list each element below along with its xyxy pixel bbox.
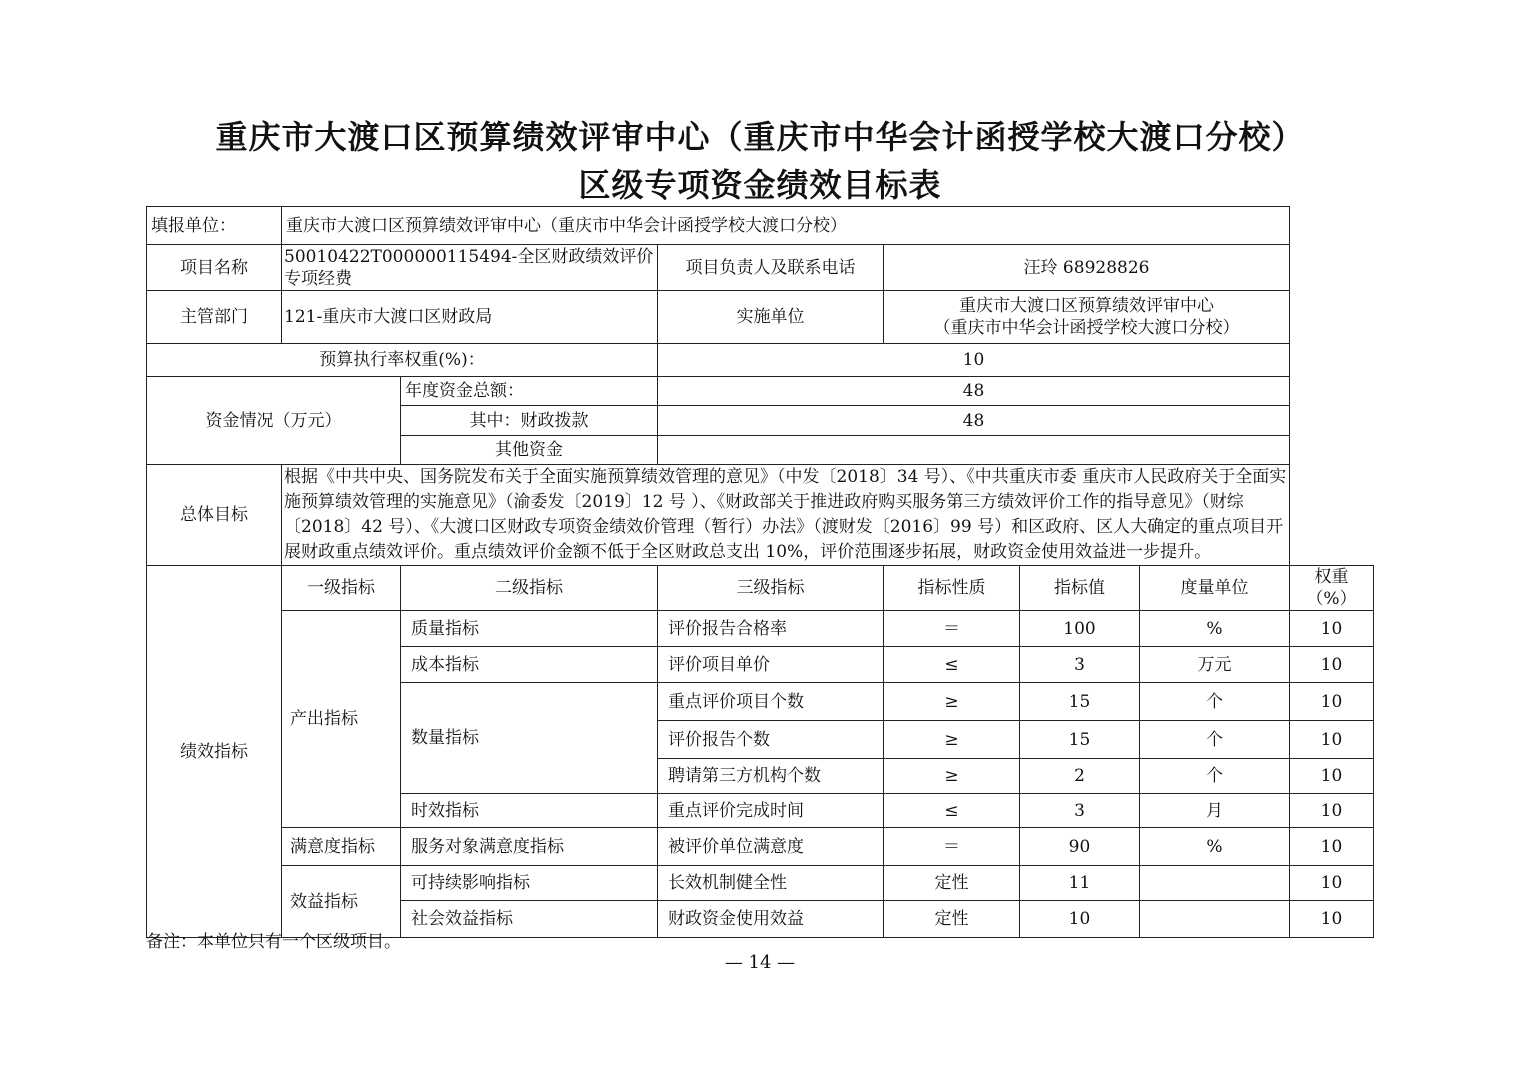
nature-cell: ≤ [884,647,1020,683]
table-row [147,866,1374,901]
contact-label: 项目负责人及联系电话 [658,245,884,291]
nature-cell: ≥ [884,683,1020,721]
page-number: — 14 — [724,952,796,973]
impl-label: 实施单位 [658,291,884,344]
level3-cell: 评价报告合格率 [658,611,884,647]
unit-cell [1140,901,1290,938]
weight-cell: 10 [1290,683,1374,721]
col-header-level1: 一级指标 [282,566,401,611]
funds-label: 资金情况（万元） [147,377,401,465]
project-name-value: 50010422T000000115494-全区财政绩效评价专项经费 [282,245,658,291]
footnote: 备注：本单位只有一个区级项目。 [146,932,401,952]
col-header-unit: 度量单位 [1140,566,1290,611]
nature-cell: ≤ [884,794,1020,828]
level1-benefit: 效益指标 [282,866,401,938]
unit-cell: 个 [1140,721,1290,759]
value-cell: 11 [1020,866,1140,901]
level2-service: 服务对象满意度指标 [401,828,658,866]
funds-total-value: 48 [658,377,1290,406]
unit-cell: % [1140,611,1290,647]
unit-cell: 个 [1140,683,1290,721]
value-cell: 15 [1020,683,1140,721]
funds-fiscal-label: 其中：财政拨款 [401,406,658,436]
level3-cell: 评价项目单价 [658,647,884,683]
weight-cell: 10 [1290,794,1374,828]
unit-value: 重庆市大渡口区预算绩效评审中心（重庆市中华会计函授学校大渡口分校） [282,207,1290,245]
document-title: 重庆市大渡口区预算绩效评审中心（重庆市中华会计函授学校大渡口分校） [215,118,1305,156]
table-row [147,611,1374,647]
value-cell: 2 [1020,759,1140,794]
dept-value: 121-重庆市大渡口区财政局 [282,291,658,344]
nature-cell: 定性 [884,866,1020,901]
level3-cell: 聘请第三方机构个数 [658,759,884,794]
budget-rate-value: 10 [658,344,1290,377]
weight-cell: 10 [1290,611,1374,647]
funds-fiscal-value: 48 [658,406,1290,436]
level2-quality: 质量指标 [401,611,658,647]
weight-cell: 10 [1290,721,1374,759]
col-header-weight: 权重（%） [1290,566,1374,611]
unit-label: 填报单位： [147,207,282,245]
funds-total-label: 年度资金总额： [401,377,658,406]
level3-cell: 重点评价项目个数 [658,683,884,721]
level2-timeliness: 时效指标 [401,794,658,828]
nature-cell: ＝ [884,828,1020,866]
level3-cell: 重点评价完成时间 [658,794,884,828]
budget-rate-label: 预算执行率权重(%)： [147,344,658,377]
nature-cell: 定性 [884,901,1020,938]
level3-cell: 长效机制健全性 [658,866,884,901]
weight-cell: 10 [1290,647,1374,683]
unit-cell: 个 [1140,759,1290,794]
unit-cell: 月 [1140,794,1290,828]
col-header-level2: 二级指标 [401,566,658,611]
value-cell: 100 [1020,611,1140,647]
value-cell: 10 [1020,901,1140,938]
col-header-value: 指标值 [1020,566,1140,611]
contact-value: 汪玲 68928826 [884,245,1290,291]
goal-label: 总体目标 [147,465,282,566]
level2-quantity: 数量指标 [401,683,658,794]
level3-cell: 评价报告个数 [658,721,884,759]
dept-label: 主管部门 [147,291,282,344]
level2-cost: 成本指标 [401,647,658,683]
nature-cell: ≥ [884,759,1020,794]
weight-cell: 10 [1290,828,1374,866]
impl-value-line1: 重庆市大渡口区预算绩效评审中心 [959,296,1214,316]
unit-cell [1140,866,1290,901]
unit-cell: 万元 [1140,647,1290,683]
funds-other-label: 其他资金 [401,436,658,465]
weight-cell: 10 [1290,901,1374,938]
weight-cell: 10 [1290,759,1374,794]
level3-cell: 被评价单位满意度 [658,828,884,866]
impl-value-line2: （重庆市中华会计函授学校大渡口分校） [933,318,1240,338]
level3-cell: 财政资金使用效益 [658,901,884,938]
unit-cell: % [1140,828,1290,866]
level2-social: 社会效益指标 [401,901,658,938]
value-cell: 3 [1020,794,1140,828]
nature-cell: ＝ [884,611,1020,647]
document-subtitle: 区级专项资金绩效目标表 [578,166,942,204]
project-name-label: 项目名称 [147,245,282,291]
value-cell: 3 [1020,647,1140,683]
level1-satisfaction: 满意度指标 [282,828,401,866]
performance-target-table [146,206,1374,938]
impl-value [884,291,1290,344]
level1-output: 产出指标 [282,611,401,828]
goal-text: 根据《中共中央、国务院发布关于全面实施预算绩效管理的意见》（中发〔2018〕34 号）、《中共重庆市委 重庆市人民政府关于全面实施预算绩效管理的实施意见》（渝委发〔2019〕12 号 ）、《财政部关于推进政府购买服务第三方绩效评价工作的指导意见》（财综〔2018〕42 号）、《大渡口区财政专项资金绩效价管理（暂行）办法》（渡财发〔2016〕99 号）和区政府、区人大确定的重点项目开展财政重点绩效评价。重点绩效评价金额不低于全区财政总支出 10%，评价范围逐步拓展，财政资金使用效益进一步提升。 [282,465,1290,566]
col-header-level3: 三级指标 [658,566,884,611]
nature-cell: ≥ [884,721,1020,759]
col-header-nature: 指标性质 [884,566,1020,611]
weight-cell: 10 [1290,866,1374,901]
table-row [147,828,1374,866]
level2-sustainable: 可持续影响指标 [401,866,658,901]
value-cell: 15 [1020,721,1140,759]
value-cell: 90 [1020,828,1140,866]
funds-other-value [658,436,1290,465]
perf-label: 绩效指标 [147,566,282,938]
